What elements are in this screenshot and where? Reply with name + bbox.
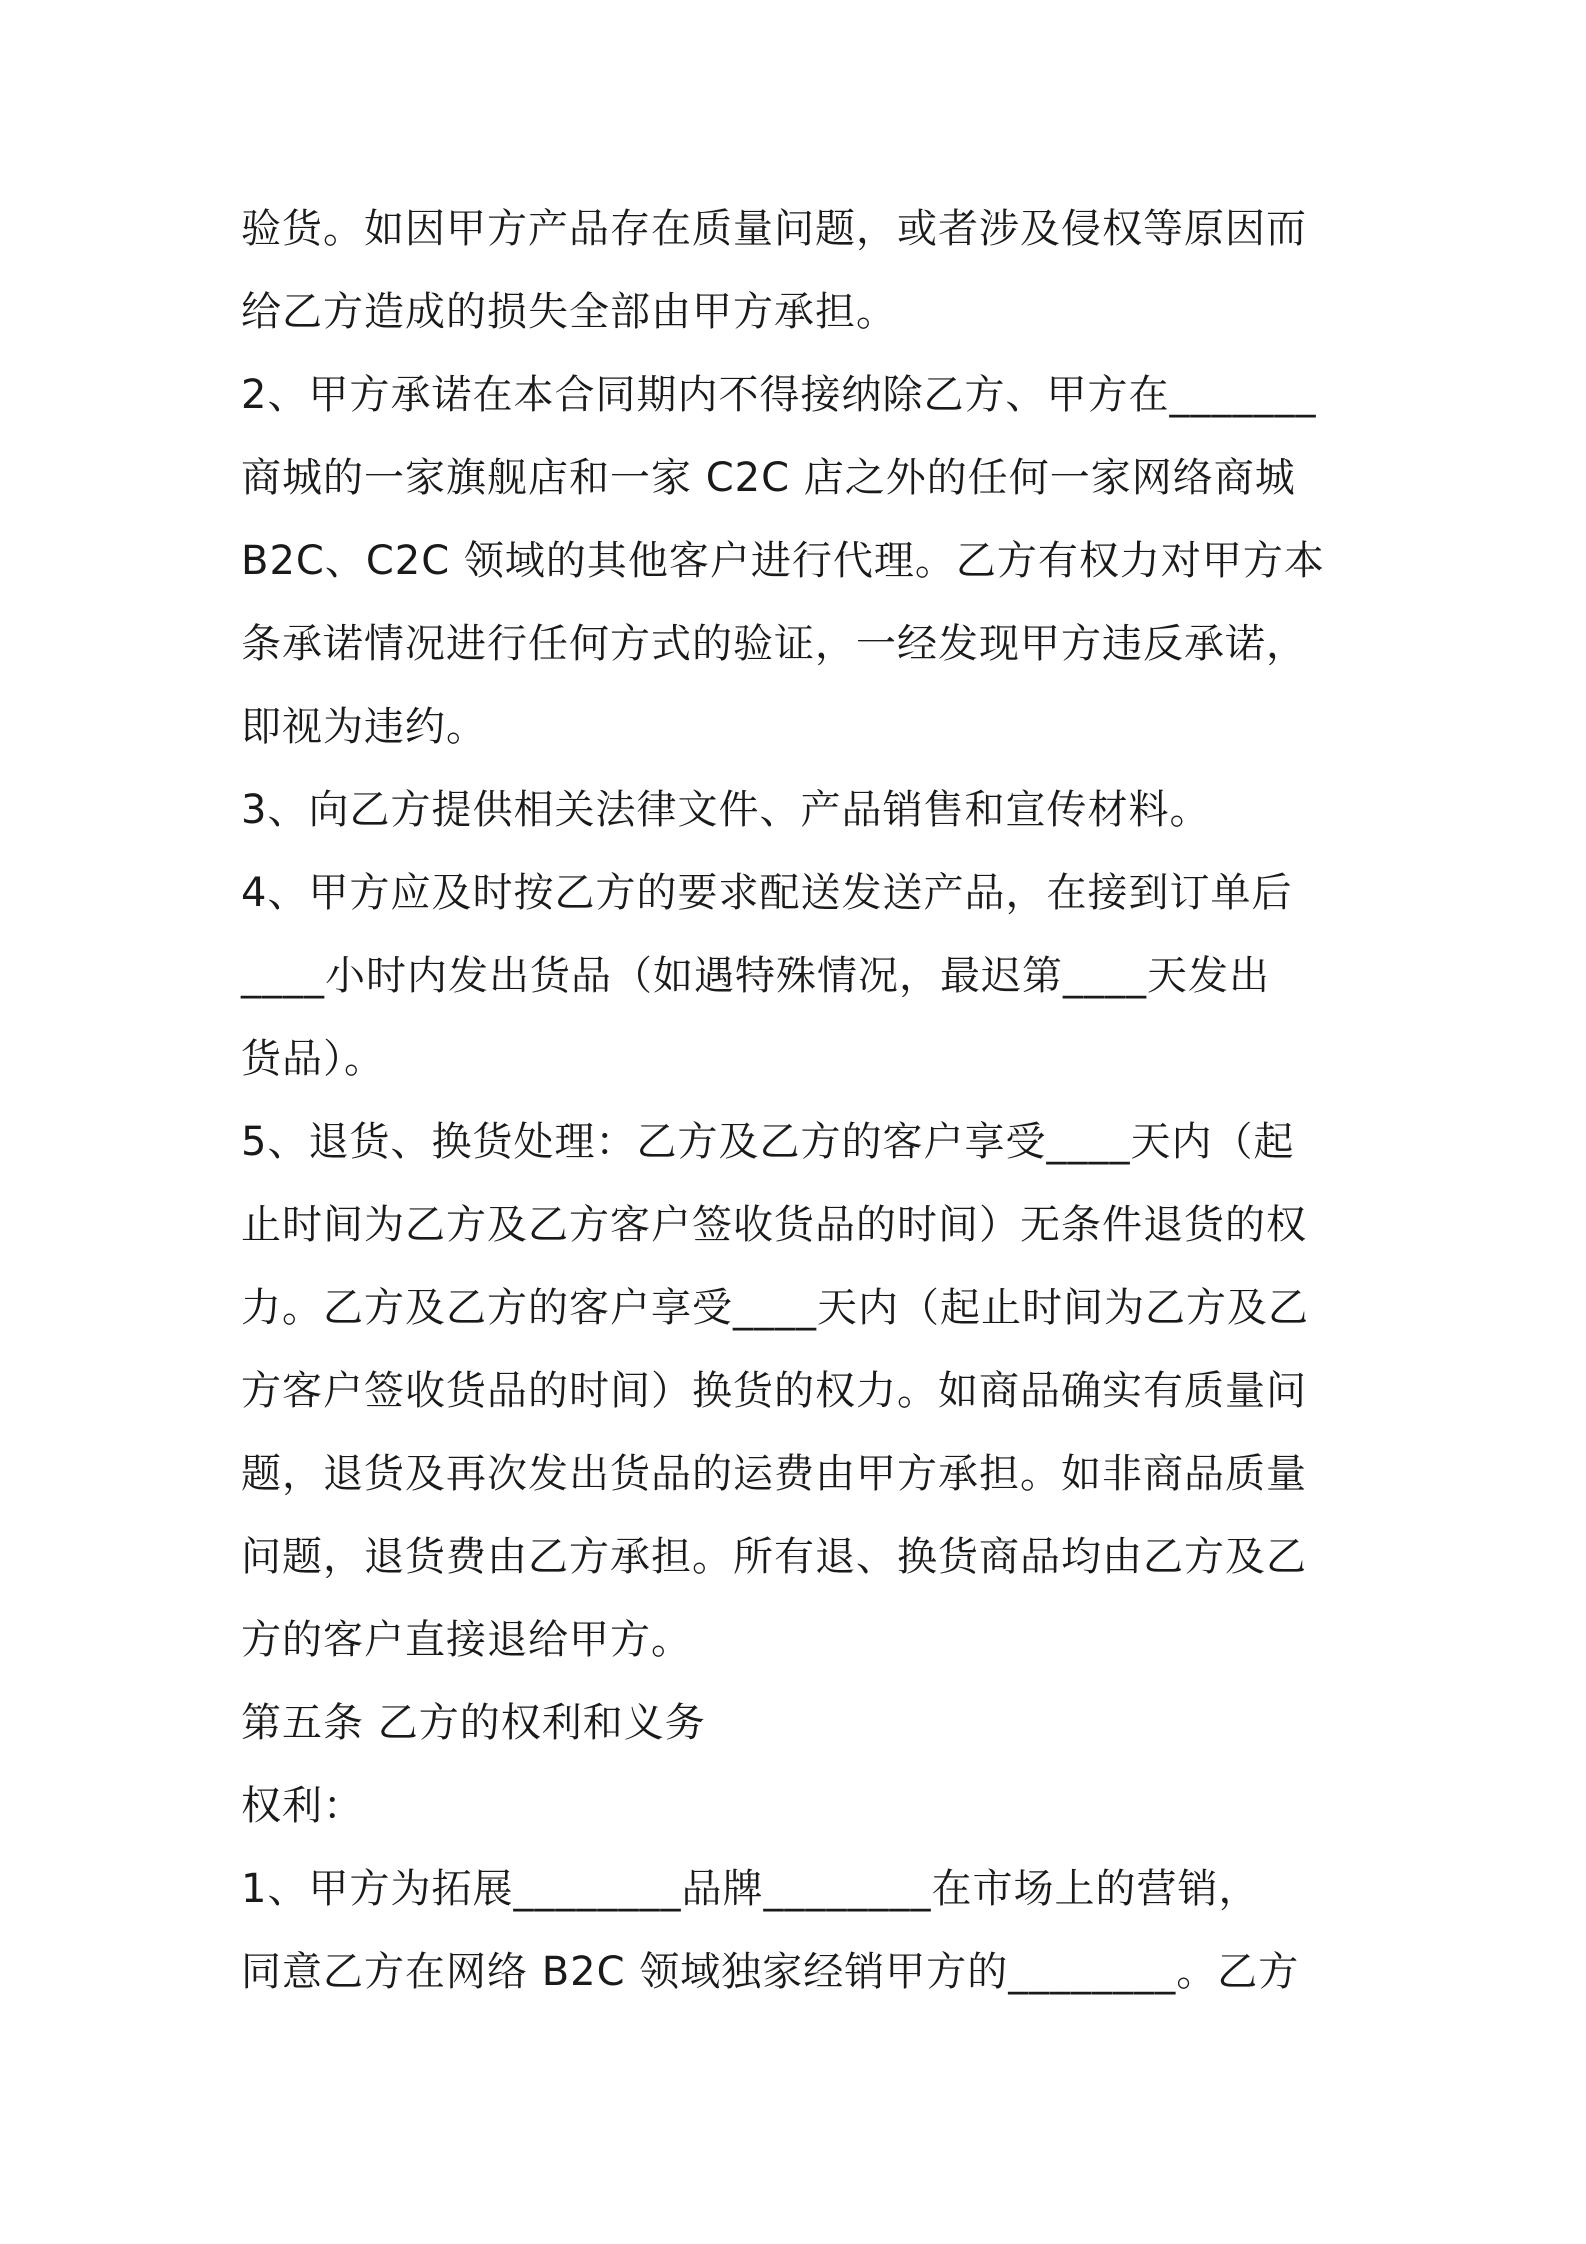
- text-line: 4、甲方应及时按乙方的要求配送发送产品，在接到订单后: [241, 870, 1293, 916]
- text-line: 1、甲方为拓展________品牌________在市场上的营销，: [241, 1866, 1260, 1912]
- text-line: 方客户签收货品的时间）换货的权力。如商品确实有质量问: [241, 1368, 1307, 1414]
- text-line: 商城的一家旗舰店和一家 C2C 店之外的任何一家网络商城: [241, 455, 1296, 501]
- text-line: 条承诺情况进行任何方式的验证，一经发现甲方违反承诺，: [241, 621, 1307, 667]
- text-line: 5、退货、换货处理：乙方及乙方的客户享受____天内（起: [241, 1119, 1295, 1165]
- document-body: [241, 188, 1356, 2014]
- subsection-heading: 权利：: [241, 1783, 364, 1829]
- text-line: 方的客户直接退给甲方。: [241, 1617, 692, 1663]
- text-line: 2、甲方承诺在本合同期内不得接纳除乙方、甲方在_______: [241, 372, 1317, 418]
- text-line: 题，退货及再次发出货品的运费由甲方承担。如非商品质量: [241, 1451, 1307, 1497]
- text-line: 即视为违约。: [241, 704, 487, 750]
- text-line: 止时间为乙方及乙方客户签收货品的时间）无条件退货的权: [241, 1202, 1307, 1248]
- text-line: B2C、C2C 领域的其他客户进行代理。乙方有权力对甲方本: [241, 538, 1325, 584]
- text-line: 验货。如因甲方产品存在质量问题，或者涉及侵权等原因而: [241, 206, 1307, 252]
- text-line: 货品）。: [241, 1036, 385, 1082]
- text-line: 同意乙方在网络 B2C 领域独家经销甲方的________。乙方: [241, 1949, 1300, 1995]
- text-line: 3、向乙方提供相关法律文件、产品销售和宣传材料。: [241, 787, 1211, 833]
- text-line: ____小时内发出货品（如遇特殊情况，最迟第____天发出: [241, 953, 1270, 999]
- text-line: 问题，退货费由乙方承担。所有退、换货商品均由乙方及乙: [241, 1534, 1307, 1580]
- section-heading: 第五条 乙方的权利和义务: [241, 1700, 706, 1746]
- text-line: 力。乙方及乙方的客户享受____天内（起止时间为乙方及乙: [241, 1285, 1309, 1331]
- text-line: 给乙方造成的损失全部由甲方承担。: [241, 289, 897, 335]
